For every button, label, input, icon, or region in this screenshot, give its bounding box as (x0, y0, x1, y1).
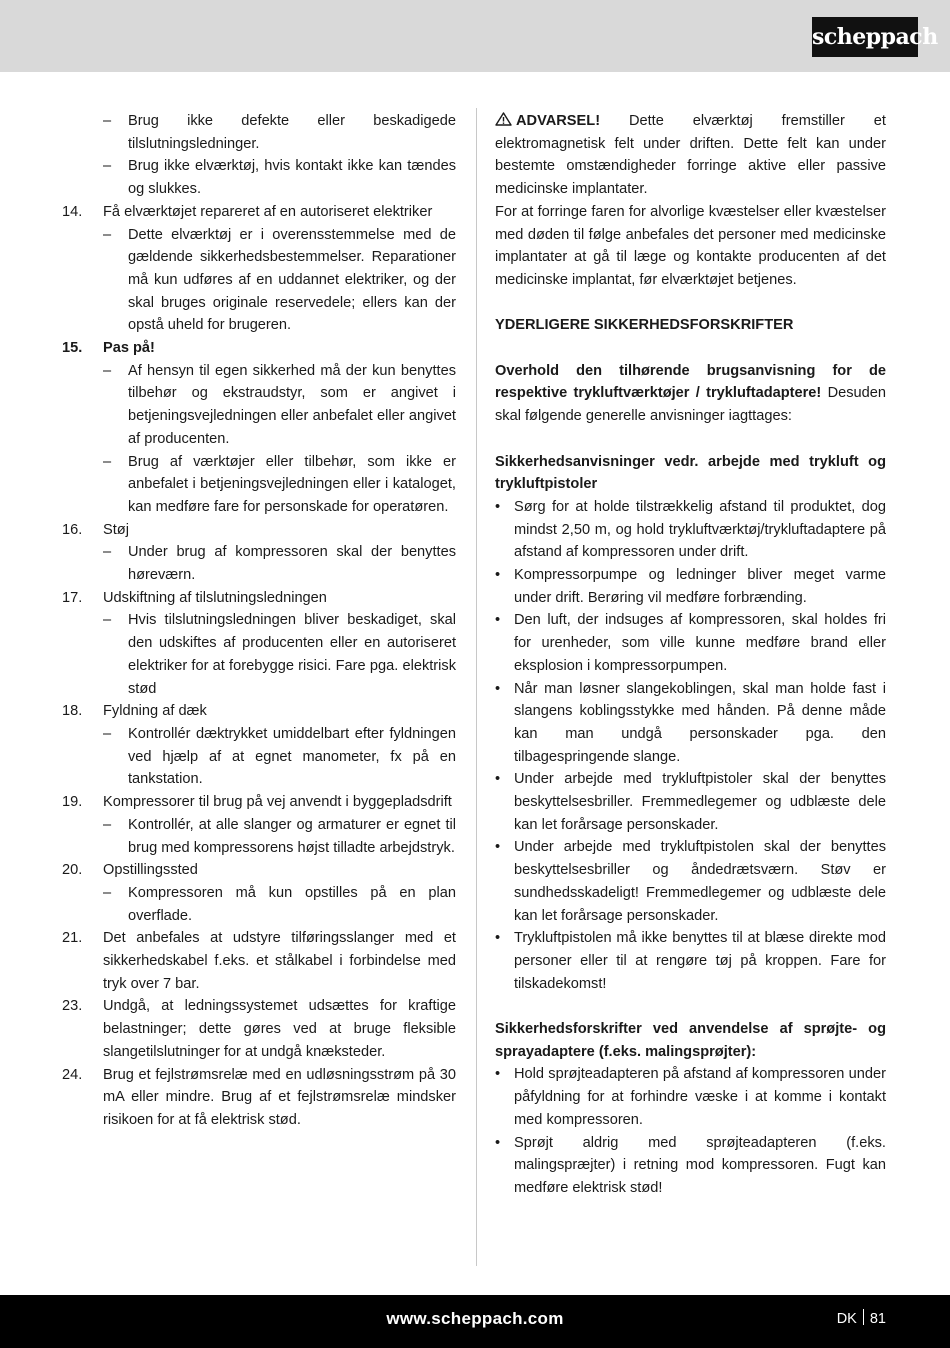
bullet-marker: • (495, 771, 501, 788)
list-item (62, 700, 456, 723)
list-item (62, 927, 456, 995)
bullet-text: Under arbejde med trykluftpistoler skal der benyttes beskyttelsesbriller. Fremmedlegemer og udblæste dele kan let forårsage personskader. (514, 771, 886, 833)
dash-marker: – (103, 884, 112, 901)
dash-marker: – (103, 226, 112, 243)
sub-item-text: Af hensyn til egen sikkerhed må der kun benyttes tilbehør og ekstraudstyr, som er angivet i betjeningsvejledningen eller anbefalet eller angivet af producenten. (128, 362, 456, 447)
bullet-text: Under arbejde med trykluftpistolen skal der benyttes beskyttelsesbriller og åndedrætsværn. Støv er sundhedsskadeligt! Fremmedlegemer og udblæste dele kan let forårsage personskader. (514, 839, 886, 924)
sub-item-text: Brug ikke elværktøj, hvis kontakt ikke kan tændes og slukkes. (128, 158, 456, 198)
sub-item-text: Kontrollér dæktrykket umiddelbart efter fyldningen ved hjælp af at egnet manometer, fx på en tankstation. (128, 725, 456, 788)
item-number: 15. (62, 340, 83, 357)
bullet-marker: • (495, 839, 501, 856)
item-title: Opstillingssted (103, 862, 198, 879)
bullet-marker: • (495, 1134, 501, 1151)
sub-item-text: Brug af værktøjer eller tilbehør, som ikke er anbefalet i betjeningsvejledningen eller i kataloget, kan medføre fare for personskade for operatøren. (128, 453, 456, 515)
bullet-text: Når man løsner slangekoblingen, skal man holde fast i slangens koblingsstykke med hånden. På denne måde kan man undgå personskader pga. den tilbagespringende slange. (514, 680, 886, 765)
subsection-title: Sikkerhedsforskrifter ved anvendelse af sprøjte- og sprayadaptere (f.eks. malingsprøjter): (495, 1021, 886, 1060)
warning-label: ADVARSEL! (516, 113, 601, 129)
sub-item-text: Kontrollér, at alle slanger og armaturer er egnet til brug med kompressorens højst tilladte arbejdstryk. (128, 816, 456, 856)
list-item (62, 1064, 456, 1132)
list-sub-item (103, 882, 456, 927)
item-number: 20. (62, 862, 83, 879)
section-title: YDERLIGERE SIKKERHEDSFORSKRIFTER (495, 317, 794, 334)
language-code: DK (836, 1311, 857, 1327)
item-title: Pas på! (103, 340, 155, 357)
dash-marker: – (103, 362, 112, 379)
warning-paragraph (495, 110, 886, 201)
bullet-item (495, 496, 886, 564)
bullet-text: Den luft, der indsuges af kompressoren, skal holdes fri for urenheder, som ville kunne medføre brand eller eksplosion i kompressorpumpen. (514, 612, 886, 674)
bullet-text: Trykluftpistolen må ikke benyttes til at blæse direkte mod personer eller til at rengøre tøj på kroppen. Fare for tilskadekomst! (514, 930, 886, 992)
item-title: Brug et fejlstrømsrelæ med en udløsningsstrøm på 30 mA eller mindre. Brug af et fejlstrømsrelæ mindsker risikoen for at få elektrisk stød. (103, 1066, 456, 1128)
item-number: 19. (62, 794, 83, 811)
bullet-marker: • (495, 930, 501, 947)
warning-text: Dette elværktøj fremstiller et elektromagnetisk felt under driften. Dette felt kan under bestemte omstændigheder forringe aktive eller passive medicinske implantater. (495, 113, 886, 198)
item-title: Det anbefales at udstyre tilføringsslanger med et sikkerhedskabel f.eks. et stålkabel i forbindelse med tryk over 7 bar. (103, 930, 456, 992)
sub-item-text: Under brug af kompressoren skal der benyttes høreværn. (128, 544, 456, 584)
bullet-marker: • (495, 612, 501, 629)
list-sub-item (103, 224, 456, 338)
dash-marker: – (103, 816, 112, 833)
bullet-text: Sprøjt aldrig med sprøjteadapteren (f.eks. malingspræjter) i retning mod kompressoren. Fugt kan medføre elektrisk stød! (514, 1134, 886, 1196)
list-sub-item (103, 723, 456, 791)
item-number: 18. (62, 703, 83, 720)
list-sub-item (103, 451, 456, 519)
item-title: Få elværktøjet repareret af en autoriseret elektriker (103, 203, 433, 220)
list-sub-item (103, 360, 456, 451)
bullet-item (495, 678, 886, 769)
list-item (62, 995, 456, 1063)
bullet-marker: • (495, 680, 501, 697)
bullet-item (495, 768, 886, 836)
list-item (62, 587, 456, 610)
item-number: 14. (62, 203, 83, 220)
bullet-text: Kompressorpumpe og ledninger bliver meget varme under drift. Berøring vil medføre forbrænding. (514, 567, 886, 606)
item-title: Støj (103, 521, 129, 538)
item-number: 16. (62, 521, 83, 538)
bullet-item (495, 564, 886, 609)
subsection-title: Sikkerhedsanvisninger vedr. arbejde med trykluft og trykluftpistoler (495, 453, 886, 493)
list-sub-item (103, 155, 456, 200)
item-number: 24. (62, 1066, 83, 1083)
warning-paragraph-2: For at forringe faren for alvorlige kvæstelser eller kvæstelser med døden til følge anbefales det personer med medicinske implantater at gå til læge og kontakte producenten af det medicinske implantat, før elværktøjet betjenes. (495, 203, 886, 288)
scheppach-logo: scheppach (812, 17, 918, 57)
sub-item-text: Kompressoren må kun opstilles på en plan overflade. (128, 884, 456, 924)
column-divider (476, 108, 477, 1266)
list-sub-item (103, 609, 456, 700)
website-url: www.scheppach.com (386, 1309, 564, 1328)
dash-marker: – (103, 453, 112, 470)
warning-triangle-icon (495, 112, 512, 126)
list-item (62, 519, 456, 542)
bullet-item (495, 927, 886, 995)
item-title: Udskiftning af tilslutningsledningen (103, 589, 327, 606)
bullet-item (495, 836, 886, 927)
bullet-marker: • (495, 498, 501, 515)
intro-text: Desuden skal følgende generelle anvisninger iagttages: (495, 385, 886, 425)
list-item (62, 201, 456, 224)
dash-marker: – (103, 544, 112, 561)
right-column (495, 110, 886, 1200)
item-title: Undgå, at ledningssystemet udsættes for kraftige belastninger; dette gøres ved at bruge fleksible slangetilslutninger for at undgå knæksteder. (103, 998, 456, 1060)
page-number: 81 (869, 1311, 886, 1327)
bullet-item (495, 1132, 886, 1200)
list-sub-item (103, 541, 456, 586)
bullet-text: Hold sprøjteadapteren på afstand af kompressoren under påfyldning for at forhindre væske i at komme i kontakt med kompressoren. (514, 1066, 886, 1128)
intro-paragraph (495, 360, 886, 428)
bullet-item (495, 1063, 886, 1131)
sub-item-text: Dette elværktøj er i overensstemmelse med de gældende sikkerhedsbestemmelser. Reparationer må kun udføres af en uddannet elektriker, og der skal bruges originale reservedele; ellers kan der opstå uheld for brugeren. (128, 226, 456, 334)
bullet-item (495, 609, 886, 677)
page-indicator (837, 1295, 886, 1343)
intro-bold-text: Overhold den tilhørende brugsanvisning for de respektive trykluftværktøjer / trykluftadaptere! (495, 362, 886, 402)
bullet-marker: • (495, 567, 501, 584)
dash-marker: – (103, 725, 112, 742)
dash-marker: – (103, 612, 112, 629)
list-item (62, 337, 456, 360)
item-number: 21. (62, 930, 83, 947)
list-item (62, 859, 456, 882)
list-sub-item (103, 814, 456, 859)
item-title: Kompressorer til brug på vej anvendt i byggepladsdrift (103, 794, 452, 811)
dash-marker: – (103, 113, 112, 129)
page-header (0, 0, 950, 72)
bullet-text: Sørg for at holde tilstrækkelig afstand til produktet, dog mindst 2,50 m, og hold trykluftværktøj/trykluftadaptere på afstand af kompressoren under drift. (514, 498, 886, 561)
list-item (62, 791, 456, 814)
left-column (62, 110, 456, 1132)
list-sub-item (103, 110, 456, 155)
item-number: 23. (62, 998, 83, 1015)
page-footer (0, 1295, 950, 1348)
item-number: 17. (62, 589, 83, 606)
item-title: Fyldning af dæk (103, 703, 207, 720)
sub-item-text: Brug ikke defekte eller beskadigede tilslutningsledninger. (128, 113, 456, 152)
dash-marker: – (103, 158, 112, 175)
bullet-marker: • (495, 1066, 501, 1083)
sub-item-text: Hvis tilslutningsledningen bliver beskadiget, skal den udskiftes af producenten eller en autoriseret elektriker for at forebygge risici. Fare pga. elektrisk stød (128, 612, 456, 697)
